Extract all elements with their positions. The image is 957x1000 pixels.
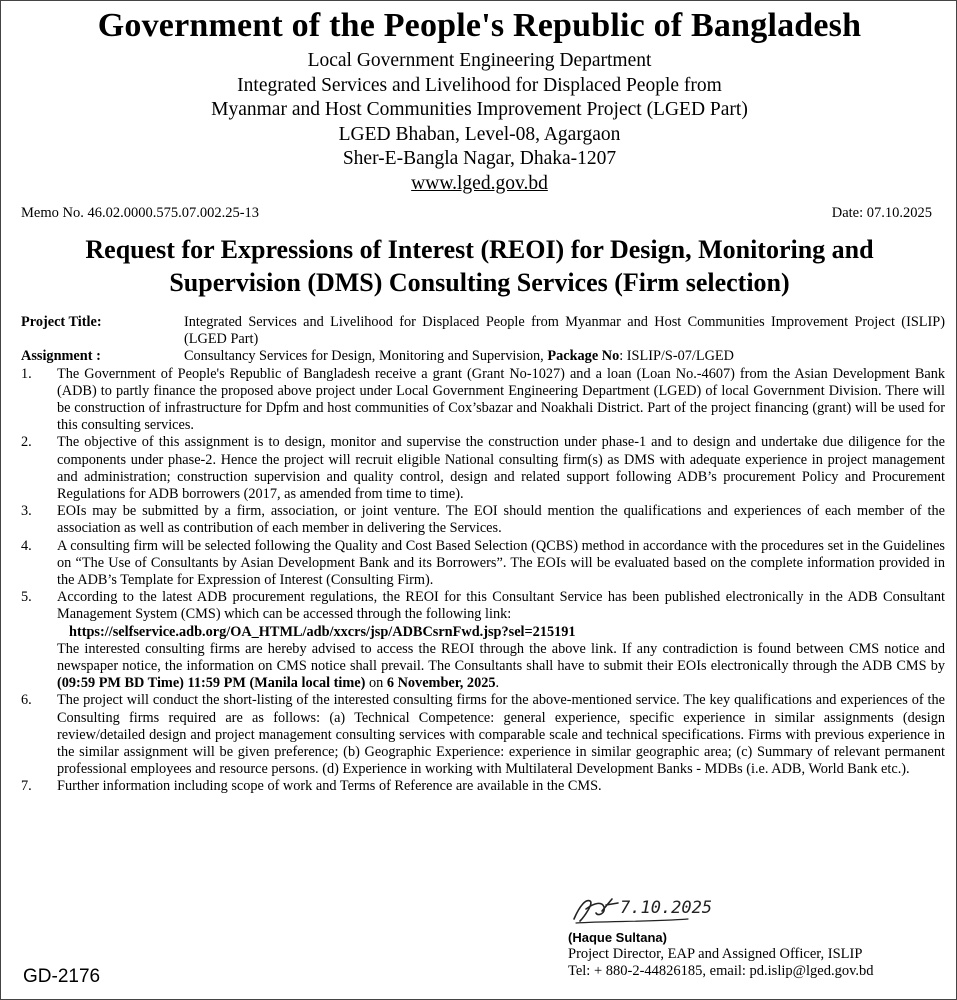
assignment-value	[184, 348, 945, 365]
item-text: Further information including scope of work and Terms of Reference are available in the CMS.	[57, 778, 602, 795]
item-text: A consulting firm will be selected following the Quality and Cost Based Selection (QCBS) method in accordance with the procedures set in the Guidelines on “The Use of Consultants by Asian Development Bank and its Borrowers”. The EOIs will be evaluated based on the complete information provided in the ADB’s Template for Expression of Interest (Consulting Firm).	[57, 537, 945, 589]
sentence-end: .	[495, 675, 500, 692]
project-name-line-1: Integrated Services and Livelihood for Displaced People from	[237, 74, 722, 96]
signature-date: 7.10.2025	[620, 898, 713, 918]
item-number: 2.	[21, 434, 32, 451]
deadline-date: 6 November, 2025	[386, 675, 496, 692]
signatory-name: (Haque Sultana)	[568, 930, 667, 945]
list-item-6	[21, 692, 945, 778]
address-line-1: LGED Bhaban, Level-08, Agargaon	[338, 123, 621, 145]
manila-time: 11:59 PM (Manila local time)	[187, 675, 366, 692]
reoi-title-line-1: Request for Expressions of Interest (REOI) for Design, Monitoring and	[85, 235, 874, 264]
list-item-2	[21, 434, 945, 503]
project-name-line-2: Myanmar and Host Communities Improvement Project (LGED Part)	[211, 99, 748, 120]
item-number: 1.	[21, 365, 32, 382]
assignment-text: Consultancy Services for Design, Monitoring and Supervision,	[184, 348, 544, 365]
project-title-label: Project Title:	[21, 314, 102, 330]
list-item-5	[21, 589, 945, 623]
item-text: The project will conduct the short-listing of the interested consulting firms for the above-mentioned service. The key qualifications and experiences of the Consulting firms required are as follows: (a) Technical Competence: general experience, specific experience in similar assignments (design review/detailed design and project management consulting services with comparable scale and technical specifications. Firms with previous experience in the similar assignment will be given preference; (b) Geographic Experience: experience in similar geographic area; (c) Summary of relevant permanent professional employees and resource persons. (d) Experience in working with Multilateral Development Banks - MDBs (i.e. ADB, World Bank etc.).	[57, 692, 945, 778]
item-number: 3.	[21, 503, 32, 520]
item-text: The objective of this assignment is to design, monitor and supervise the construction under phase-1 and to design and undertake due diligence for the components under phase-2. Hence the project will recruit eligible National consulting firm(s) as DMS with adequate experience in project management and administration; construction supervision and quality control, design and related support following ADB’s procurement Policy and Procurement Regulations for ADB borrowers (2017, as amended from time to time).	[57, 434, 945, 503]
list-item-1	[21, 366, 945, 435]
item-text: The Government of People's Republic of Bangladesh receive a grant (Grant No-1027) and a loan (Loan No.-4607) from the Asian Development Bank (ADB) to partly finance the proposed above project under Local Government Engineering Department (LGED) of local Government Division. There will be construction of infrastructure for Dpfm and host communities of Cox’sbazar and Noakhali District. Part of the project financing (grant) will be used for this consulting services.	[57, 365, 945, 434]
cms-link[interactable]: https://selfservice.adb.org/OA_HTML/adb/xxcrs/jsp/ADBCsrnFwd.jsp?sel=215191	[69, 623, 576, 640]
item-number: 7.	[21, 778, 32, 795]
department-name: Local Government Engineering Department	[307, 50, 652, 71]
item-number: 4.	[21, 537, 32, 554]
header-block	[1, 49, 957, 196]
assignment-row	[21, 348, 945, 365]
submission-instructions: The interested consulting firms are hereby advised to access the REOI through the above link. If any contradiction is found between CMS notice and newspaper notice, the information on CMS notice shall prevail. The Consultants shall have to submit their EOIs electronically through the ADB CMS by	[57, 640, 945, 675]
notice-date: Date: 07.10.2025	[831, 205, 932, 221]
signatory-designation: Project Director, EAP and Assigned Officer, ISLIP	[568, 946, 863, 962]
item-number-spacer	[21, 641, 57, 693]
item-text: EOIs may be submitted by a firm, association, or joint venture. The EOI should mention the qualifications and experiences of each member of the association as well as contribution of each member in delivering the Services.	[57, 503, 945, 537]
list-item-3	[21, 503, 945, 537]
government-title: Government of the People's Republic of Bangladesh	[97, 7, 862, 44]
on-word: on	[368, 675, 384, 692]
item-text: According to the latest ADB procurement regulations, the REOI for this Consultant Service has been published electronically in the ADB Consultant Management System (CMS) which can be accessed through the following link:	[57, 589, 945, 623]
list-item-4	[21, 538, 945, 590]
assignment-label: Assignment :	[21, 348, 101, 365]
signature-block	[568, 891, 948, 980]
address-line-2: Sher-E-Bangla Nagar, Dhaka-1207	[342, 148, 617, 169]
list-item-7	[21, 778, 945, 795]
package-label: Package No	[547, 348, 620, 365]
item-number: 5.	[21, 589, 32, 606]
notice-body	[21, 314, 945, 796]
item-number: 6.	[21, 692, 32, 709]
signatory-contact: Tel: + 880-2-44826185, email: pd.islip@lged.gov.bd	[568, 963, 874, 979]
bd-time: (09:59 PM BD Time)	[57, 675, 184, 692]
project-title-row	[21, 314, 945, 348]
list-item-5-continued	[21, 641, 945, 693]
publication-code: GD-2176	[23, 966, 101, 987]
reoi-title-line-2: Supervision (DMS) Consulting Services (Firm selection)	[169, 268, 790, 297]
handwritten-signature	[568, 891, 718, 929]
reoi-title	[1, 233, 957, 299]
website-link[interactable]: www.lged.gov.bd	[411, 172, 548, 194]
memo-number: Memo No. 46.02.0000.575.07.002.25-13	[21, 205, 260, 221]
package-value: : ISLIP/S-07/LGED	[619, 348, 734, 365]
submission-text	[57, 641, 945, 693]
project-title-value: Integrated Services and Livelihood for Displaced People from Myanmar and Host Communities Improvement Project (ISLIP) (LGED Part)	[184, 314, 945, 348]
